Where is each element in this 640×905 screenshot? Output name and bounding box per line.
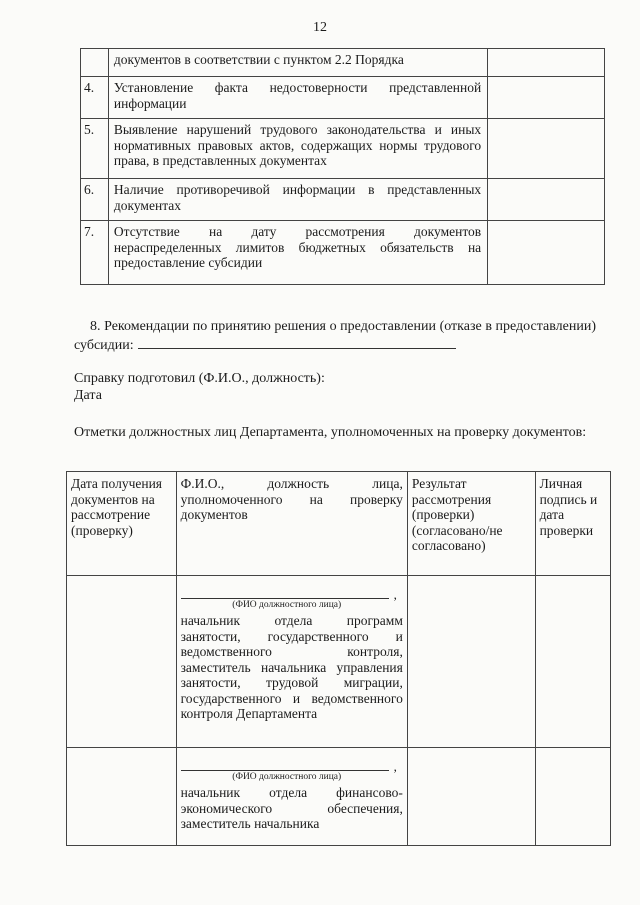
official-cell (176, 748, 407, 846)
criteria-blank-cell (488, 119, 605, 179)
signature-cell (535, 748, 610, 846)
signature-comma: , (393, 758, 397, 774)
date-label: Дата (74, 388, 102, 403)
table-row (81, 77, 605, 119)
marks-table (66, 471, 611, 846)
signature-line (181, 582, 397, 602)
signature-comma: , (393, 586, 397, 602)
criteria-number (81, 49, 109, 77)
criteria-blank-cell (488, 77, 605, 119)
signature-line (181, 754, 397, 774)
signature-caption: (ФИО должностного лица) (232, 600, 342, 610)
header-signature-date: Личная подпись и дата проверки (535, 472, 610, 576)
criteria-table (80, 48, 605, 285)
page-number: 12 (313, 20, 327, 35)
header-review-result: Результат рассмотрения (проверки) (согласовано/не согласовано) (407, 472, 535, 576)
table-row (81, 221, 605, 285)
recommendation-paragraph (74, 318, 596, 355)
official-position: начальник отдела программ занятости, государственного и ведомственного контроля, заместитель начальника управления занятости, трудовой миграции, государственного и ведомственного контроля Департамента (180, 613, 403, 721)
table-row (81, 179, 605, 221)
header-official-name: Ф.И.О., должность лица, уполномоченного на проверку документов (176, 472, 407, 576)
criteria-number: 5. (81, 119, 109, 179)
criteria-text: Наличие противоречивой информации в представленных документах (108, 179, 487, 221)
criteria-number: 6. (81, 179, 109, 221)
table-row (81, 119, 605, 179)
table-row (81, 49, 605, 77)
table-row (67, 748, 611, 846)
official-position: начальник отдела финансово-экономического обеспечения, заместитель начальника (180, 785, 403, 831)
criteria-text: Отсутствие на дату рассмотрения документов нераспределенных лимитов бюджетных обязательств на предоставление субсидии (108, 221, 487, 285)
signature-cell (535, 576, 610, 748)
prepared-by-label: Справку подготовил (Ф.И.О., должность): (74, 371, 325, 386)
recommendation-text: 8. Рекомендации по принятию решения о предоставлении (отказе в предоставлении) субсидии: (74, 319, 596, 353)
date-cell (67, 748, 177, 846)
criteria-blank-cell (488, 179, 605, 221)
criteria-blank-cell (488, 221, 605, 285)
recommendation-blank-line (138, 336, 456, 349)
marks-intro-text: Отметки должностных лиц Департамента, уполномоченных на проверку документов: (74, 425, 587, 440)
signature-caption: (ФИО должностного лица) (232, 772, 342, 782)
criteria-number: 7. (81, 221, 109, 285)
table-header-row (67, 472, 611, 576)
criteria-text: Установление факта недостоверности представленной информации (108, 77, 487, 119)
date-cell (67, 576, 177, 748)
result-cell (407, 576, 535, 748)
criteria-number: 4. (81, 77, 109, 119)
header-date-received: Дата получения документов на рассмотрение (проверку) (67, 472, 177, 576)
result-cell (407, 748, 535, 846)
criteria-text: Выявление нарушений трудового законодательства и иных нормативных правовых актов, содержащих нормы трудового права, в представленных документах (108, 119, 487, 179)
criteria-text: документов в соответствии с пунктом 2.2 Порядка (108, 49, 487, 77)
official-cell (176, 576, 407, 748)
criteria-blank-cell (488, 49, 605, 77)
table-row (67, 576, 611, 748)
